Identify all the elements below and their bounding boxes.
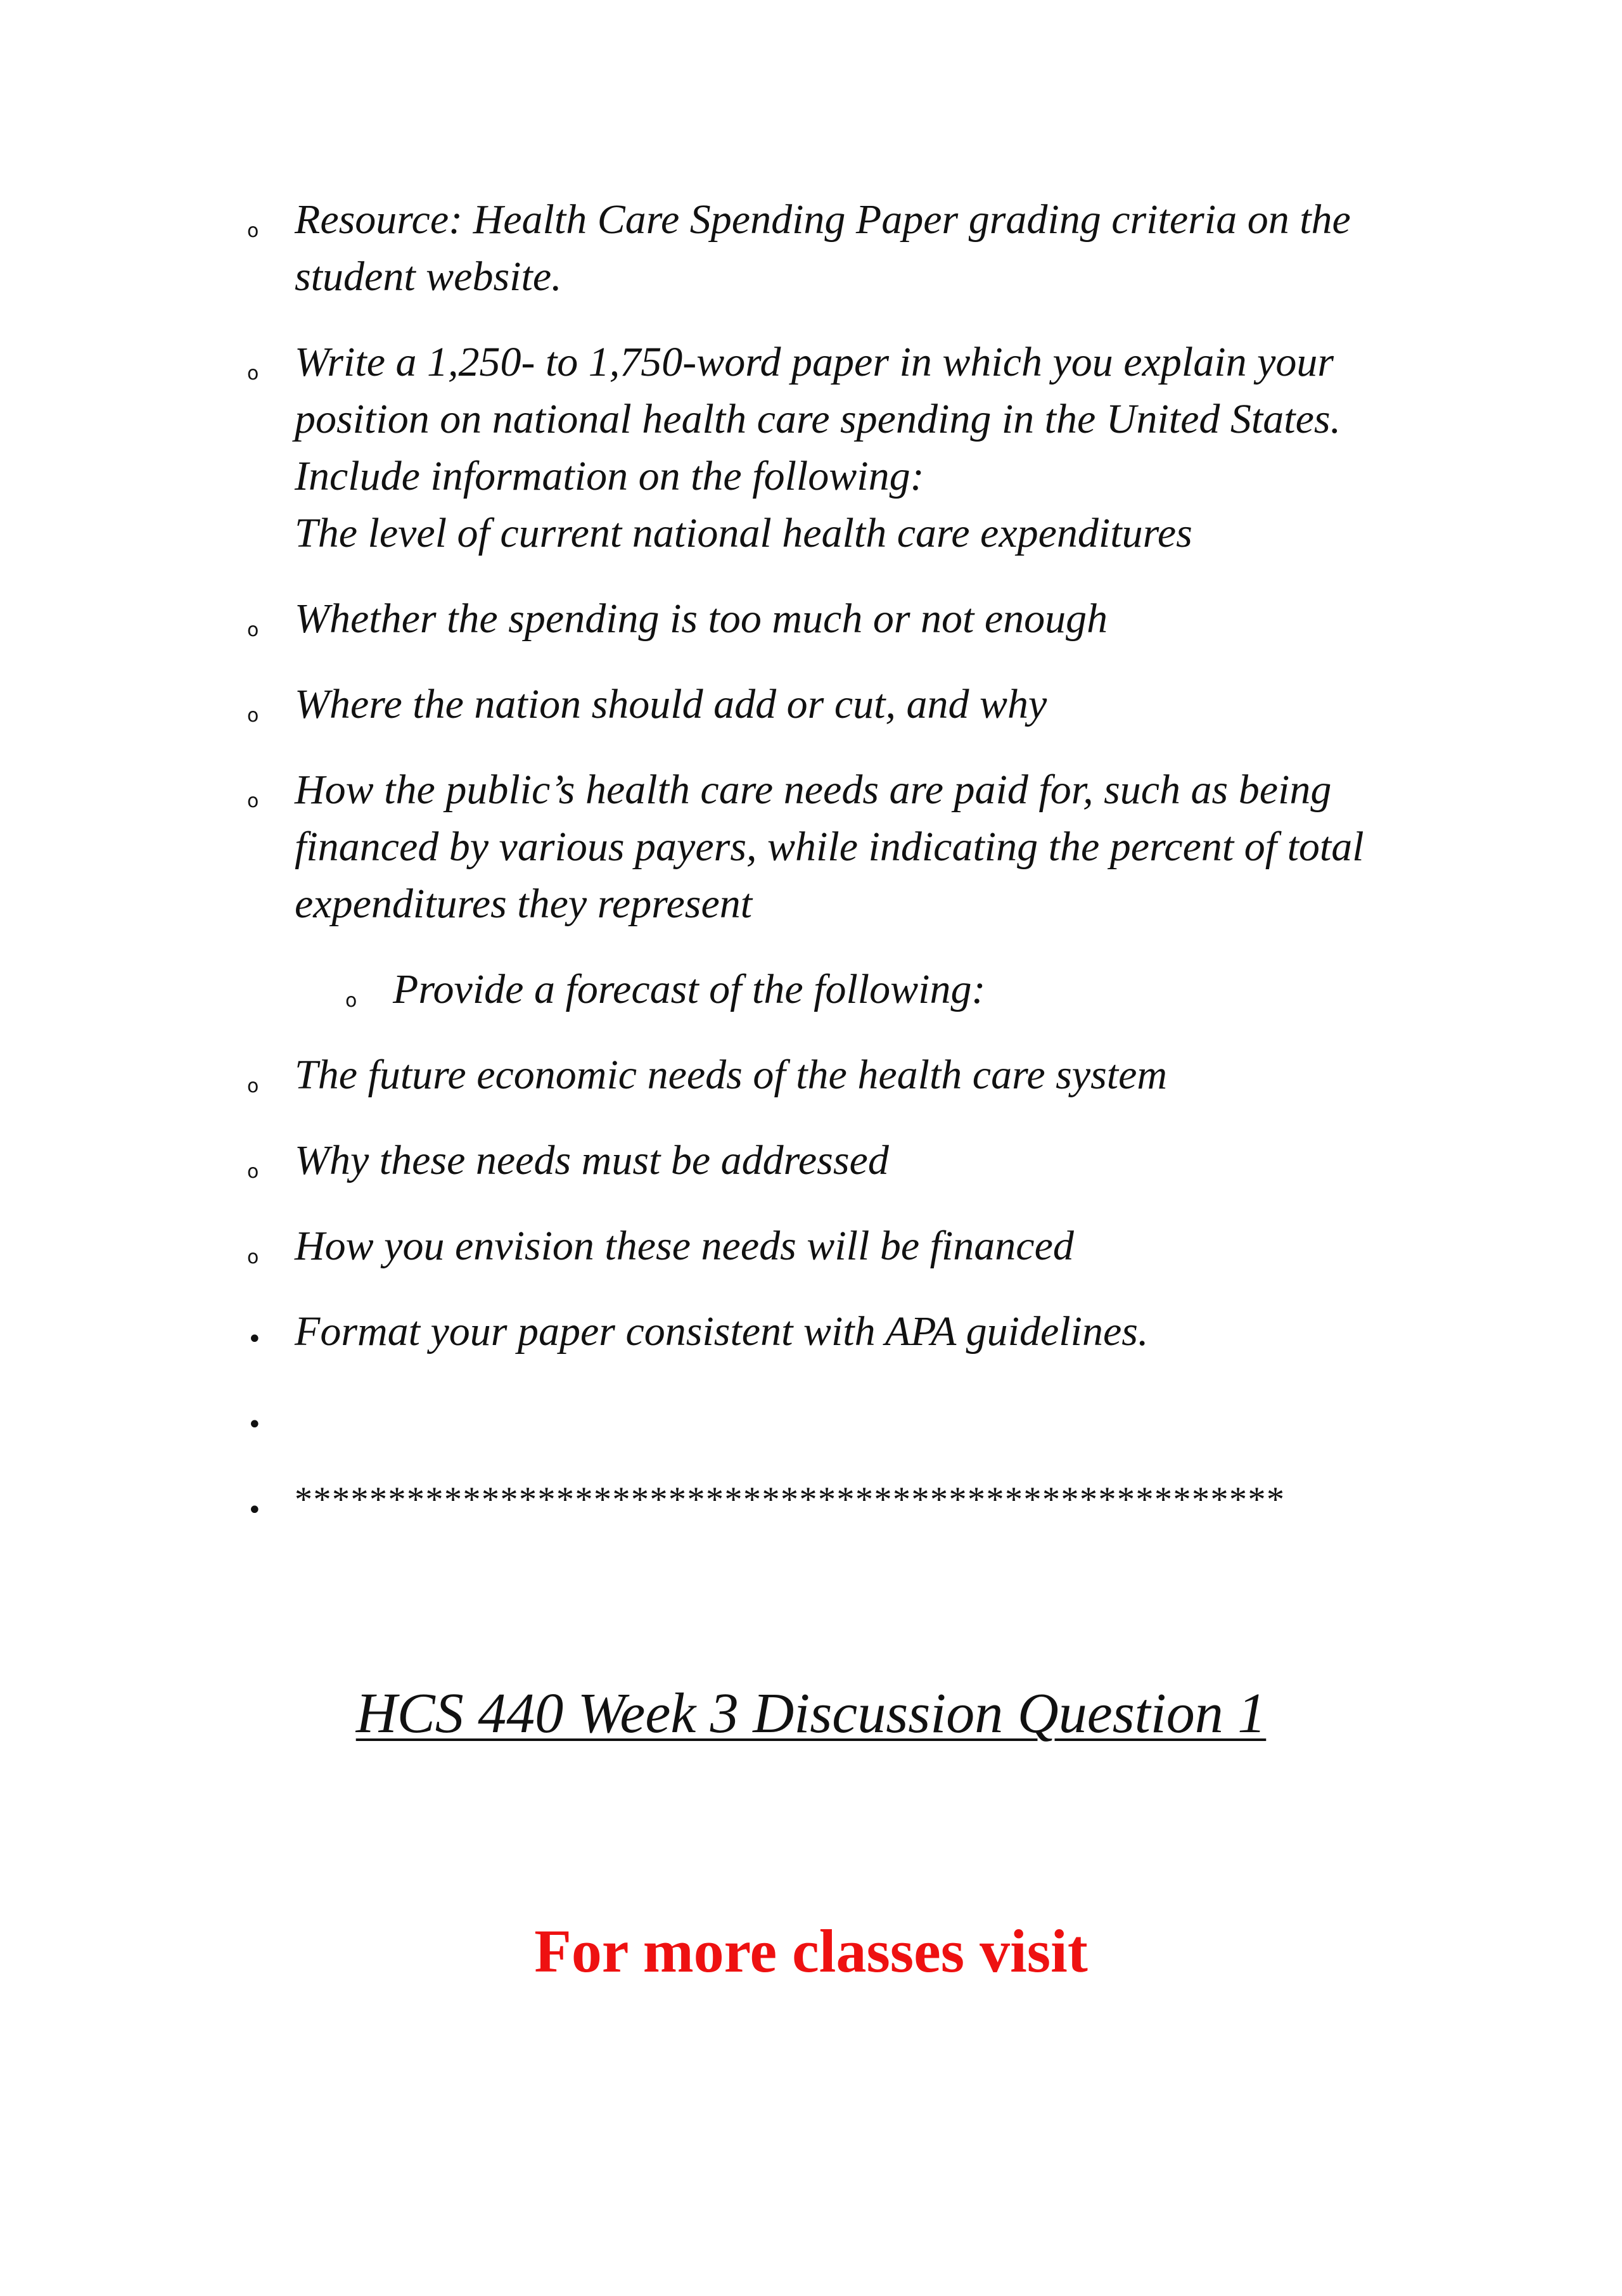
list-item: [247, 1132, 1438, 1189]
list-item: [247, 1218, 1438, 1275]
list-item-text: Why these needs must be addressed: [295, 1137, 889, 1183]
open-bullet-icon: o: [247, 1075, 259, 1097]
list-item-text: How you envision these needs will be financed: [295, 1223, 1074, 1269]
list-item-text: Where the nation should add or cut, and why: [295, 681, 1047, 727]
list-item: [247, 590, 1438, 647]
list-item-text: The future economic needs of the health care system: [295, 1052, 1168, 1098]
open-bullet-icon: o: [247, 1246, 259, 1268]
list-item: [247, 676, 1438, 733]
list-item: [247, 762, 1438, 933]
list-item-separator: [247, 1474, 1438, 1525]
list-item: [247, 191, 1438, 305]
list-item: [247, 334, 1438, 562]
promo-text: For more classes visit: [534, 1917, 1088, 1985]
open-bullet-icon: o: [247, 619, 259, 641]
solid-bullet-icon: •: [247, 1410, 262, 1439]
list-item-text: Write a 1,250- to 1,750-word paper in which you explain your position on national health care spending in the United States.: [295, 339, 1341, 442]
list-item: [247, 1303, 1438, 1360]
list-item-text: How the public’s health care needs are paid for, such as being financed by various payers, while indicating the percent of total expenditures they represent: [295, 767, 1364, 927]
list-item-text: Format your paper consistent with APA guidelines.: [295, 1308, 1149, 1355]
solid-bullet-icon: •: [247, 1496, 262, 1525]
solid-bullet-icon: •: [247, 1325, 262, 1354]
list-item-nested: [345, 961, 1438, 1018]
list-item-text: Resource: Health Care Spending Paper grading criteria on the student website.: [295, 196, 1351, 300]
list-item: [247, 1047, 1438, 1104]
open-bullet-icon: o: [345, 990, 357, 1012]
list-item-text: Provide a forecast of the following:: [393, 966, 986, 1012]
open-bullet-icon: o: [247, 362, 259, 385]
list-item-text: Whether the spending is too much or not enough: [295, 596, 1108, 642]
open-bullet-icon: o: [247, 790, 259, 812]
open-bullet-icon: o: [247, 705, 259, 727]
section-heading: HCS 440 Week 3 Discussion Question 1: [355, 1682, 1267, 1745]
asterisk-separator: *****************************************************: [295, 1480, 1286, 1519]
open-bullet-icon: o: [247, 1161, 259, 1183]
list-item-text-line: The level of current national health care expenditures: [295, 510, 1192, 556]
open-bullet-icon: o: [247, 220, 259, 242]
list-item-text-line: Include information on the following:: [295, 453, 924, 499]
